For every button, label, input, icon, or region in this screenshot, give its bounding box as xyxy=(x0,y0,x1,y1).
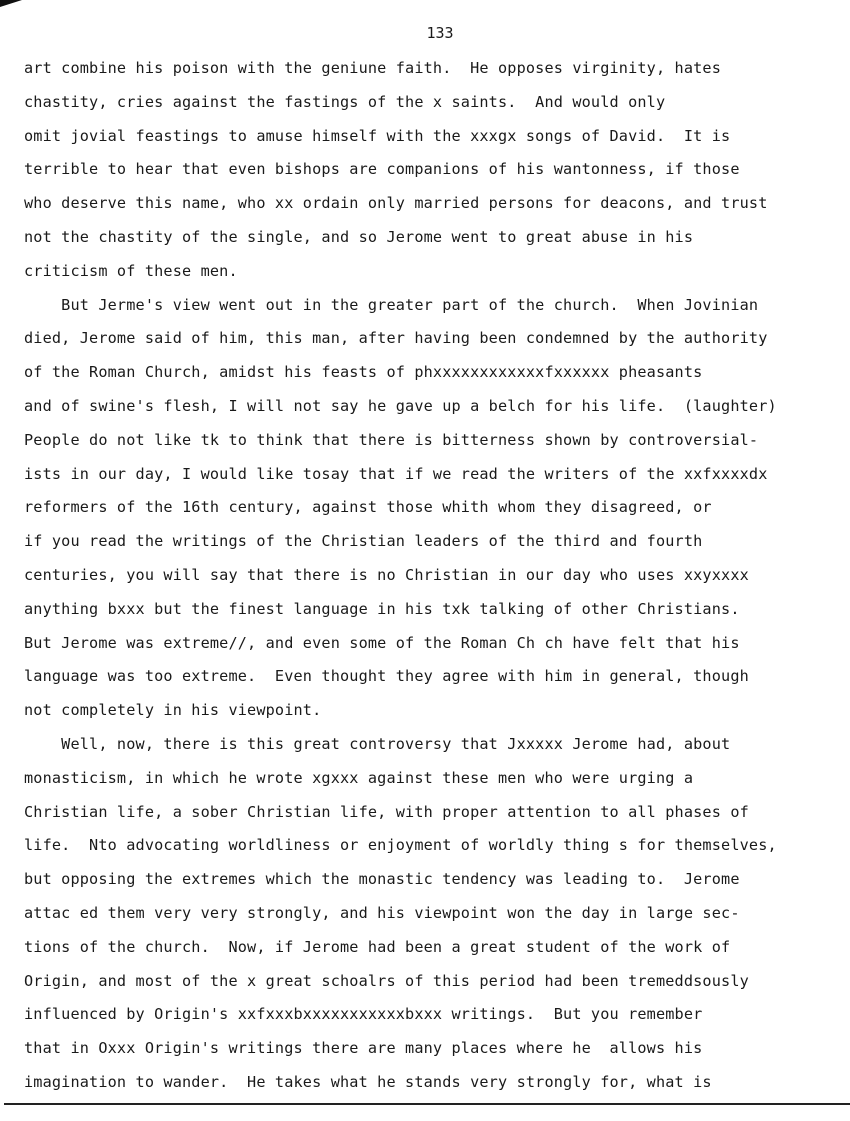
text-line: anything bxxx but the finest language in his txk talking of other Christians. xyxy=(24,599,740,618)
text-line: tions of the church. Now, if Jerome had been a great student of the work of xyxy=(24,937,731,956)
text-line: life. Nto advocating worldliness or enjoyment of worldly thing s for themselves, xyxy=(24,836,777,855)
text-line: language was too extreme. Even thought they agree with him in general, though xyxy=(24,667,749,686)
text-line: not completely in his viewpoint. xyxy=(24,701,322,720)
text-line: But Jerme's view went out in the greater part of the church. When Jovinian xyxy=(24,295,759,314)
page-number: 133 xyxy=(426,24,454,42)
text-line: that in Oxxx Origin's writings there are many places where he allows his xyxy=(24,1039,703,1058)
text-line: imagination to wander. He takes what he stands very strongly for, what is xyxy=(24,1072,712,1091)
text-line: People do not like tk to think that there is bitterness shown by controversial- xyxy=(24,430,759,449)
bottom-rule xyxy=(4,1103,850,1105)
text-line: reformers of the 16th century, against those whith whom they disagreed, or xyxy=(24,498,712,517)
text-line: Origin, and most of the x great schoalrs of this period had been tremeddsously xyxy=(24,971,749,990)
text-line: art combine his poison with the geniune faith. He opposes virginity, hates xyxy=(24,59,722,77)
text-line: Christian life, a sober Christian life, with proper attention to all phases of xyxy=(24,802,749,821)
text-line: criticism of these men. xyxy=(24,261,238,280)
text-line: not the chastity of the single, and so Jerome went to great abuse in his xyxy=(24,227,694,246)
text-line: if you read the writings of the Christian leaders of the third and fourth xyxy=(24,532,703,551)
text-line: monasticism, in which he wrote xgxxx against these men who were urging a xyxy=(24,768,694,787)
text-line: of the Roman Church, amidst his feasts of phxxxxxxxxxxxxfxxxxxx pheasants xyxy=(24,363,703,382)
text-line: centuries, you will say that there is no Christian in our day who uses xxyxxxx xyxy=(24,565,749,584)
text-line: and of swine's flesh, I will not say he gave up a belch for his life. (laughter) xyxy=(24,396,777,415)
text-line: who deserve this name, who xx ordain only married persons for deacons, and trust xyxy=(24,194,768,213)
text-line: but opposing the extremes which the monastic tendency was leading to. Jerome xyxy=(24,870,740,889)
text-line: terrible to hear that even bishops are companions of his wantonness, if those xyxy=(24,160,740,179)
text-line: chastity, cries against the fastings of the x saints. And would only xyxy=(24,92,666,111)
corner-mark xyxy=(0,0,22,7)
body-text xyxy=(24,58,839,1106)
text-line: died, Jerome said of him, this man, after having been condemned by the authority xyxy=(24,329,768,348)
text-line: omit jovial feastings to amuse himself with the xxxgx songs of David. It is xyxy=(24,126,731,145)
text-line: attac ed them very very strongly, and his viewpoint won the day in large sec- xyxy=(24,903,740,922)
text-line: ists in our day, I would like tosay that if we read the writers of the xxfxxxxdx xyxy=(24,464,768,483)
text-line: But Jerome was extreme//, and even some of the Roman Ch ch have felt that his xyxy=(24,633,740,652)
text-line: influenced by Origin's xxfxxxbxxxxxxxxxxxbxxx writings. But you remember xyxy=(24,1005,703,1024)
text-line: Well, now, there is this great controversy that Jxxxxx Jerome had, about xyxy=(24,734,731,753)
